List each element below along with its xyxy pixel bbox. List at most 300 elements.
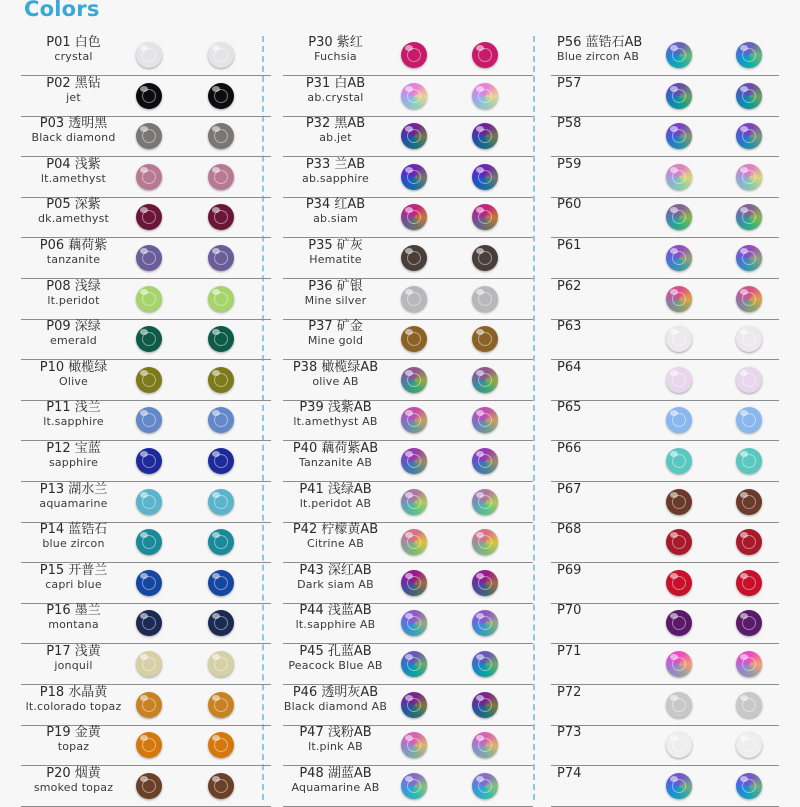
rhinestone-angle-swatch	[472, 610, 498, 636]
color-code: P08 浅绿	[46, 278, 101, 294]
color-column-1	[21, 0, 271, 800]
rhinestone-angle-swatch	[736, 164, 762, 190]
color-row	[283, 198, 533, 238]
color-row	[21, 483, 271, 523]
rhinestone-front-swatch	[401, 448, 427, 474]
color-row	[21, 564, 271, 604]
rhinestone-angle-swatch	[736, 245, 762, 271]
color-code: P70	[557, 603, 582, 619]
color-label	[21, 442, 126, 470]
color-label	[283, 686, 388, 714]
color-code: P30 紫红	[308, 35, 363, 50]
rhinestone-angle-swatch	[472, 529, 498, 555]
color-row	[283, 726, 533, 766]
color-name: lt.peridot AB	[299, 496, 372, 510]
color-label	[283, 604, 388, 632]
rhinestone-front-swatch	[666, 448, 692, 474]
rhinestone-angle-swatch	[208, 692, 234, 718]
rhinestone-angle-swatch	[208, 448, 234, 474]
color-row	[283, 117, 533, 157]
rhinestone-angle-swatch	[208, 367, 234, 393]
color-code: P56 蓝锆石AB	[557, 35, 643, 50]
color-label	[21, 320, 126, 348]
rhinestone-front-swatch	[666, 489, 692, 515]
color-label	[557, 158, 662, 173]
color-label	[283, 320, 388, 348]
color-column-3	[551, 0, 779, 800]
rhinestone-angle-swatch	[208, 651, 234, 677]
rhinestone-front-swatch	[666, 529, 692, 555]
color-label	[557, 726, 662, 741]
color-code: P10 橄榄绿	[39, 359, 108, 375]
rhinestone-front-swatch	[401, 83, 427, 109]
color-code: P61	[557, 238, 582, 253]
color-name: olive AB	[312, 374, 359, 388]
color-code: P41 浅绿AB	[299, 481, 372, 497]
color-row	[21, 239, 271, 279]
rhinestone-front-swatch	[666, 732, 692, 758]
rhinestone-front-swatch	[136, 407, 162, 433]
color-label	[21, 686, 126, 714]
color-row	[21, 604, 271, 644]
color-name: ab.siam	[313, 212, 358, 226]
color-row	[21, 77, 271, 117]
color-row	[283, 361, 533, 401]
color-row	[551, 320, 779, 360]
color-row	[21, 523, 271, 563]
color-row	[551, 686, 779, 726]
color-name: jet	[66, 90, 81, 104]
color-name: Fuchsia	[314, 49, 357, 63]
color-row	[551, 604, 779, 644]
color-label	[557, 645, 662, 660]
color-label	[21, 604, 126, 632]
color-code: P62	[557, 278, 582, 294]
color-label	[283, 564, 388, 592]
color-row	[283, 442, 533, 482]
rhinestone-angle-swatch	[736, 367, 762, 393]
color-row	[551, 401, 779, 441]
rhinestone-front-swatch	[666, 245, 692, 271]
rhinestone-front-swatch	[136, 732, 162, 758]
rhinestone-angle-swatch	[472, 570, 498, 596]
color-row	[21, 280, 271, 320]
color-label	[21, 117, 126, 145]
rhinestone-front-swatch	[136, 570, 162, 596]
color-name: Hematite	[309, 252, 362, 266]
color-row	[21, 117, 271, 157]
color-label	[21, 564, 126, 592]
color-code: P73	[557, 725, 582, 741]
color-code: P15 开普兰	[39, 562, 108, 578]
color-row	[283, 239, 533, 279]
color-label	[283, 523, 388, 551]
color-row	[283, 320, 533, 360]
color-code: P09 深绿	[46, 319, 101, 335]
color-name: Black diamond	[31, 131, 116, 145]
color-row	[551, 198, 779, 238]
color-code: P20 烟黄	[46, 765, 101, 781]
color-code: P11 浅兰	[46, 400, 101, 416]
rhinestone-front-swatch	[401, 42, 427, 68]
rhinestone-angle-swatch	[736, 448, 762, 474]
color-name: smoked topaz	[33, 780, 114, 794]
rhinestone-angle-swatch	[472, 204, 498, 230]
color-label	[21, 726, 126, 754]
rhinestone-angle-swatch	[208, 570, 234, 596]
rhinestone-front-swatch	[401, 407, 427, 433]
rhinestone-angle-swatch	[208, 123, 234, 149]
color-row	[21, 726, 271, 766]
color-label	[21, 239, 126, 267]
rhinestone-angle-swatch	[736, 692, 762, 718]
color-row	[551, 36, 779, 76]
color-label	[557, 77, 662, 92]
color-label	[557, 523, 662, 538]
rhinestone-front-swatch	[666, 42, 692, 68]
color-name: ab.crystal	[307, 90, 364, 104]
color-code: P06 藕荷紫	[39, 238, 108, 253]
color-code: P64	[557, 359, 582, 375]
rhinestone-front-swatch	[401, 489, 427, 515]
color-row	[551, 767, 779, 807]
color-label	[557, 280, 662, 295]
color-row	[551, 523, 779, 563]
color-name: lt.amethyst AB	[293, 415, 378, 429]
color-name: blue zircon	[42, 537, 105, 551]
rhinestone-front-swatch	[136, 83, 162, 109]
color-name: Mine gold	[307, 334, 364, 348]
color-code: P03 透明黑	[39, 116, 108, 132]
rhinestone-angle-swatch	[736, 732, 762, 758]
color-label	[21, 198, 126, 226]
color-row	[283, 280, 533, 320]
color-row	[283, 564, 533, 604]
color-code: P34 红AB	[305, 197, 366, 213]
color-row	[283, 158, 533, 198]
rhinestone-front-swatch	[666, 367, 692, 393]
rhinestone-front-swatch	[401, 204, 427, 230]
color-code: P36 矿银	[308, 278, 363, 294]
rhinestone-angle-swatch	[472, 42, 498, 68]
rhinestone-angle-swatch	[736, 773, 762, 799]
rhinestone-front-swatch	[401, 245, 427, 271]
color-label	[557, 767, 662, 782]
rhinestone-front-swatch	[666, 407, 692, 433]
color-name: lt.amethyst	[40, 171, 107, 185]
color-name: Aquamarine AB	[291, 780, 380, 794]
color-row	[551, 483, 779, 523]
color-row	[283, 36, 533, 76]
rhinestone-angle-swatch	[736, 326, 762, 352]
color-code: P48 湖蓝AB	[299, 765, 372, 781]
color-label	[21, 523, 126, 551]
color-code: P46 透明灰AB	[292, 684, 379, 700]
color-name: lt.colorado topaz	[25, 699, 122, 713]
color-row	[551, 239, 779, 279]
color-code: P57	[557, 75, 582, 91]
rhinestone-angle-swatch	[472, 83, 498, 109]
color-label	[557, 442, 662, 457]
color-name: capri blue	[45, 577, 102, 591]
rhinestone-angle-swatch	[736, 651, 762, 677]
rhinestone-angle-swatch	[736, 529, 762, 555]
rhinestone-front-swatch	[136, 773, 162, 799]
color-label	[557, 564, 662, 579]
color-name: dk.amethyst	[37, 212, 110, 226]
color-label	[21, 361, 126, 389]
rhinestone-angle-swatch	[736, 42, 762, 68]
rhinestone-angle-swatch	[472, 164, 498, 190]
rhinestone-angle-swatch	[736, 570, 762, 596]
color-name: topaz	[57, 740, 90, 754]
color-code: P13 湖水兰	[39, 481, 108, 497]
color-label	[21, 158, 126, 186]
color-label	[283, 767, 388, 795]
color-label	[21, 401, 126, 429]
color-row	[551, 158, 779, 198]
color-code: P59	[557, 156, 582, 172]
rhinestone-angle-swatch	[208, 42, 234, 68]
color-label	[557, 686, 662, 701]
rhinestone-angle-swatch	[736, 123, 762, 149]
color-name: crystal	[54, 49, 93, 63]
rhinestone-front-swatch	[401, 529, 427, 555]
rhinestone-front-swatch	[666, 651, 692, 677]
rhinestone-front-swatch	[401, 164, 427, 190]
color-code: P58	[557, 116, 582, 132]
color-name: ab.jet	[319, 131, 352, 145]
rhinestone-front-swatch	[401, 286, 427, 312]
color-code: P01 白色	[46, 35, 101, 50]
color-label	[283, 239, 388, 267]
rhinestone-angle-swatch	[472, 407, 498, 433]
color-code: P71	[557, 644, 582, 659]
rhinestone-angle-swatch	[472, 732, 498, 758]
color-code: P68	[557, 522, 582, 538]
color-code: P40 藕荷紫AB	[292, 441, 379, 456]
color-name: sapphire	[48, 455, 99, 469]
color-row	[551, 361, 779, 401]
rhinestone-front-swatch	[136, 529, 162, 555]
color-code: P33 兰AB	[305, 156, 366, 172]
color-name: ab.sapphire	[302, 171, 369, 185]
color-name: Blue zircon AB	[557, 49, 640, 63]
color-row	[283, 77, 533, 117]
color-row	[551, 564, 779, 604]
color-code: P69	[557, 562, 582, 578]
rhinestone-front-swatch	[401, 692, 427, 718]
color-code: P37 矿金	[308, 319, 363, 335]
color-label	[21, 645, 126, 673]
color-row	[283, 645, 533, 685]
rhinestone-angle-swatch	[208, 489, 234, 515]
color-code: P74	[557, 765, 582, 781]
color-code: P17 浅黄	[46, 644, 101, 659]
color-row	[283, 686, 533, 726]
color-label	[557, 361, 662, 376]
color-name: lt.sapphire AB	[295, 618, 376, 632]
color-code: P63	[557, 319, 582, 335]
rhinestone-front-swatch	[401, 367, 427, 393]
color-code: P32 黑AB	[305, 116, 366, 132]
color-name: Citrine AB	[307, 537, 364, 551]
color-label	[283, 117, 388, 145]
color-name: Olive	[58, 374, 89, 388]
color-name: aquamarine	[39, 496, 108, 510]
rhinestone-front-swatch	[666, 123, 692, 149]
color-row	[551, 280, 779, 320]
color-label	[557, 36, 662, 64]
color-row	[551, 645, 779, 685]
color-row	[21, 320, 271, 360]
rhinestone-front-swatch	[401, 123, 427, 149]
color-row	[21, 361, 271, 401]
rhinestone-front-swatch	[666, 773, 692, 799]
rhinestone-front-swatch	[401, 773, 427, 799]
color-label	[557, 401, 662, 416]
color-code: P66	[557, 441, 582, 456]
color-label	[21, 280, 126, 308]
rhinestone-angle-swatch	[208, 204, 234, 230]
color-code: P18 水晶黄	[39, 684, 108, 700]
rhinestone-front-swatch	[666, 286, 692, 312]
color-name: tanzanite	[46, 252, 101, 266]
page-title: Colors	[24, 0, 100, 21]
color-code: P12 宝蓝	[46, 441, 101, 456]
rhinestone-front-swatch	[666, 164, 692, 190]
rhinestone-angle-swatch	[736, 286, 762, 312]
rhinestone-angle-swatch	[208, 610, 234, 636]
color-row	[551, 117, 779, 157]
color-row	[283, 401, 533, 441]
color-label	[557, 117, 662, 132]
color-code: P14 蓝锆石	[39, 522, 108, 538]
color-code: P02 黑钻	[46, 75, 101, 91]
rhinestone-angle-swatch	[472, 651, 498, 677]
rhinestone-front-swatch	[136, 610, 162, 636]
rhinestone-angle-swatch	[736, 83, 762, 109]
rhinestone-front-swatch	[401, 326, 427, 352]
color-code: P05 深紫	[46, 197, 101, 213]
rhinestone-angle-swatch	[472, 367, 498, 393]
color-label	[283, 158, 388, 186]
rhinestone-angle-swatch	[472, 123, 498, 149]
color-code: P43 深红AB	[299, 562, 372, 578]
rhinestone-front-swatch	[136, 692, 162, 718]
rhinestone-front-swatch	[401, 570, 427, 596]
color-label	[283, 401, 388, 429]
rhinestone-front-swatch	[136, 326, 162, 352]
color-name: Black diamond AB	[283, 699, 388, 713]
color-name: Tanzanite AB	[298, 455, 373, 469]
rhinestone-angle-swatch	[208, 732, 234, 758]
color-label	[557, 604, 662, 619]
color-name: jonquil	[54, 658, 93, 672]
rhinestone-front-swatch	[136, 367, 162, 393]
color-row	[283, 523, 533, 563]
color-name: Mine silver	[304, 293, 367, 307]
color-name: Dark siam AB	[297, 577, 374, 591]
color-code: P72	[557, 684, 582, 700]
color-label	[283, 483, 388, 511]
color-label	[283, 198, 388, 226]
color-label	[283, 442, 388, 470]
rhinestone-angle-swatch	[472, 489, 498, 515]
rhinestone-angle-swatch	[208, 773, 234, 799]
color-row	[283, 767, 533, 807]
rhinestone-front-swatch	[401, 651, 427, 677]
color-code: P60	[557, 197, 582, 213]
color-code: P67	[557, 481, 582, 497]
color-name: lt.pink AB	[308, 740, 363, 754]
rhinestone-front-swatch	[136, 164, 162, 190]
color-label	[21, 77, 126, 105]
rhinestone-angle-swatch	[472, 326, 498, 352]
column-divider-2	[533, 36, 535, 800]
rhinestone-front-swatch	[136, 204, 162, 230]
rhinestone-angle-swatch	[472, 245, 498, 271]
rhinestone-front-swatch	[401, 610, 427, 636]
color-row	[21, 767, 271, 807]
color-row	[551, 726, 779, 766]
color-code: P16 墨兰	[46, 603, 101, 619]
color-name: emerald	[50, 334, 97, 348]
color-row	[551, 442, 779, 482]
color-label	[557, 320, 662, 335]
color-code: P35 矿灰	[308, 238, 363, 253]
color-label	[557, 198, 662, 213]
rhinestone-angle-swatch	[208, 83, 234, 109]
color-label	[557, 483, 662, 498]
color-name: lt.peridot	[47, 293, 100, 307]
rhinestone-angle-swatch	[472, 286, 498, 312]
color-code: P04 浅紫	[46, 156, 101, 172]
rhinestone-front-swatch	[666, 326, 692, 352]
color-row	[21, 401, 271, 441]
color-code: P42 柠檬黄AB	[292, 522, 379, 538]
color-label	[283, 77, 388, 105]
rhinestone-front-swatch	[136, 286, 162, 312]
rhinestone-front-swatch	[666, 204, 692, 230]
color-label	[21, 767, 126, 795]
rhinestone-front-swatch	[136, 245, 162, 271]
color-code: P45 孔蓝AB	[299, 644, 372, 659]
rhinestone-angle-swatch	[208, 245, 234, 271]
color-column-2	[283, 0, 533, 800]
rhinestone-angle-swatch	[208, 286, 234, 312]
rhinestone-front-swatch	[666, 692, 692, 718]
rhinestone-angle-swatch	[472, 448, 498, 474]
rhinestone-angle-swatch	[736, 407, 762, 433]
color-row	[283, 604, 533, 644]
color-code: P65	[557, 400, 582, 416]
rhinestone-front-swatch	[136, 651, 162, 677]
color-name: montana	[48, 618, 99, 632]
color-row	[21, 442, 271, 482]
rhinestone-front-swatch	[666, 610, 692, 636]
rhinestone-front-swatch	[136, 42, 162, 68]
color-label	[283, 726, 388, 754]
color-row	[21, 158, 271, 198]
color-row	[283, 483, 533, 523]
rhinestone-angle-swatch	[736, 610, 762, 636]
rhinestone-angle-swatch	[472, 773, 498, 799]
rhinestone-front-swatch	[136, 448, 162, 474]
rhinestone-angle-swatch	[208, 407, 234, 433]
color-row	[21, 686, 271, 726]
rhinestone-front-swatch	[666, 570, 692, 596]
